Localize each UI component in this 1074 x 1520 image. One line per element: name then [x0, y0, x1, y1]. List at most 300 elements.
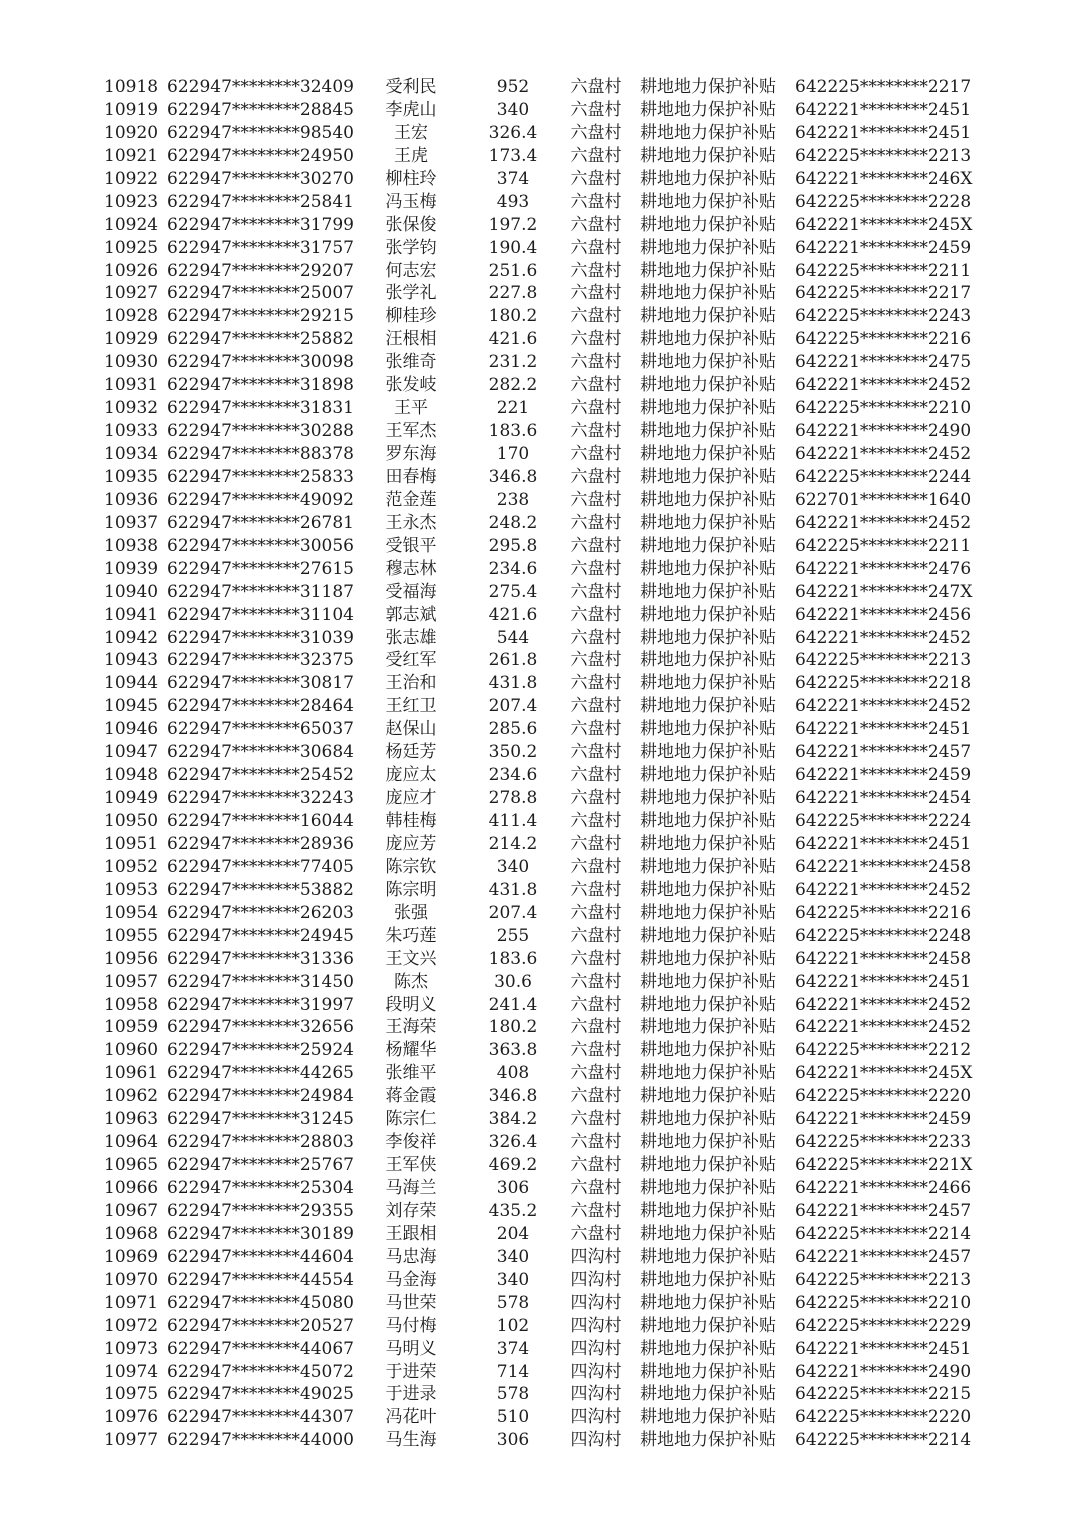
cell-index: 10933 [104, 421, 159, 442]
cell-bank-account-masked: 642225********2212 [795, 1040, 972, 1061]
cell-index: 10970 [104, 1269, 159, 1290]
table-row [0, 145, 1074, 168]
cell-id-number-masked: 622947********31336 [167, 948, 354, 969]
cell-village: 六盘村 [570, 489, 622, 510]
table-row [0, 1177, 1074, 1200]
cell-amount: 374 [496, 168, 530, 189]
cell-index: 10922 [104, 168, 159, 189]
cell-name: 穆志林 [385, 558, 437, 579]
table-row [0, 397, 1074, 420]
table-row [0, 741, 1074, 764]
cell-id-number-masked: 622947********77405 [167, 856, 354, 877]
cell-id-number-masked: 622947********32409 [167, 77, 354, 97]
cell-amount: 251.6 [488, 260, 538, 281]
cell-bank-account-masked: 642221********2452 [795, 879, 972, 900]
cell-id-number-masked: 622947********25833 [167, 466, 354, 487]
cell-name: 张维平 [385, 1063, 437, 1084]
table-row [0, 466, 1074, 489]
cell-name: 汪根相 [385, 329, 437, 350]
cell-id-number-masked: 622947********31799 [167, 214, 354, 235]
table-row [0, 695, 1074, 718]
cell-subsidy-type: 耕地地力保护补贴 [640, 329, 776, 350]
cell-name: 陈宗仁 [385, 1109, 437, 1130]
cell-bank-account-masked: 642221********2457 [795, 742, 972, 763]
cell-village: 六盘村 [570, 558, 622, 579]
cell-index: 10943 [104, 650, 159, 671]
cell-subsidy-type: 耕地地力保护补贴 [640, 1246, 776, 1267]
cell-bank-account-masked: 642221********2457 [795, 1200, 972, 1221]
cell-subsidy-type: 耕地地力保护补贴 [640, 902, 776, 923]
cell-amount: 346.8 [488, 1086, 538, 1107]
cell-index: 10942 [104, 627, 159, 648]
cell-amount: 340 [496, 99, 530, 120]
cell-id-number-masked: 622947********31245 [167, 1109, 354, 1130]
table-row [0, 1383, 1074, 1406]
table-row [0, 1292, 1074, 1315]
cell-subsidy-type: 耕地地力保护补贴 [640, 1292, 776, 1313]
cell-amount: 431.8 [488, 673, 538, 694]
cell-name: 陈宗明 [385, 879, 437, 900]
cell-amount: 421.6 [488, 604, 538, 625]
cell-id-number-masked: 622947********28936 [167, 833, 354, 854]
cell-subsidy-type: 耕地地力保护补贴 [640, 994, 776, 1015]
cell-name: 李虎山 [385, 99, 437, 120]
cell-name: 庞应芳 [385, 833, 437, 854]
table-row [0, 214, 1074, 237]
cell-id-number-masked: 622947********24984 [167, 1086, 354, 1107]
cell-index: 10974 [104, 1361, 159, 1382]
cell-bank-account-masked: 642221********2454 [795, 788, 972, 809]
cell-name: 郭志斌 [385, 604, 437, 625]
cell-village: 六盘村 [570, 398, 622, 419]
cell-subsidy-type: 耕地地力保护补贴 [640, 948, 776, 969]
cell-bank-account-masked: 642225********2243 [795, 306, 972, 327]
cell-bank-account-masked: 642225********2216 [795, 329, 972, 350]
cell-index: 10959 [104, 1017, 159, 1038]
cell-village: 六盘村 [570, 122, 622, 143]
cell-id-number-masked: 622947********16044 [167, 811, 354, 831]
cell-subsidy-type: 耕地地力保护补贴 [640, 581, 776, 602]
cell-id-number-masked: 622947********65037 [167, 719, 354, 740]
cell-village: 六盘村 [570, 742, 622, 763]
cell-amount: 255 [496, 925, 530, 946]
cell-bank-account-masked: 642221********2451 [795, 99, 972, 120]
cell-bank-account-masked: 642221********2490 [795, 1361, 972, 1382]
cell-id-number-masked: 622947********28803 [167, 1132, 354, 1153]
cell-village: 四沟村 [570, 1430, 622, 1451]
table-row [0, 1429, 1074, 1452]
cell-index: 10966 [104, 1178, 159, 1198]
cell-amount: 295.8 [488, 535, 538, 556]
cell-village: 六盘村 [570, 833, 622, 854]
cell-village: 六盘村 [570, 214, 622, 235]
table-row [0, 420, 1074, 443]
cell-name: 王治和 [385, 673, 437, 694]
cell-village: 四沟村 [570, 1361, 622, 1382]
cell-id-number-masked: 622947********31450 [167, 971, 354, 992]
cell-index: 10941 [104, 604, 159, 625]
table-row [0, 604, 1074, 627]
cell-amount: 578 [496, 1384, 530, 1405]
cell-bank-account-masked: 642225********2220 [795, 1086, 972, 1107]
cell-bank-account-masked: 642221********2452 [795, 627, 972, 648]
cell-subsidy-type: 耕地地力保护补贴 [640, 971, 776, 992]
cell-amount: 275.4 [488, 581, 538, 602]
cell-village: 六盘村 [570, 466, 622, 487]
cell-index: 10972 [104, 1315, 159, 1336]
cell-amount: 350.2 [488, 742, 538, 763]
cell-name: 王军杰 [385, 421, 437, 442]
cell-subsidy-type: 耕地地力保护补贴 [640, 237, 776, 258]
cell-village: 六盘村 [570, 1178, 622, 1198]
cell-index: 10940 [104, 581, 159, 602]
cell-name: 张维奇 [385, 352, 437, 373]
cell-name: 韩桂梅 [385, 811, 437, 831]
cell-bank-account-masked: 642221********2458 [795, 856, 972, 877]
cell-subsidy-type: 耕地地力保护补贴 [640, 77, 776, 97]
cell-id-number-masked: 622947********44604 [167, 1246, 354, 1267]
cell-subsidy-type: 耕地地力保护补贴 [640, 673, 776, 694]
cell-name: 马明义 [385, 1338, 437, 1359]
cell-bank-account-masked: 642225********2217 [795, 283, 972, 304]
cell-bank-account-masked: 642221********2457 [795, 1246, 972, 1267]
cell-subsidy-type: 耕地地力保护补贴 [640, 1223, 776, 1244]
cell-village: 六盘村 [570, 719, 622, 740]
cell-subsidy-type: 耕地地力保护补贴 [640, 627, 776, 648]
cell-amount: 207.4 [488, 696, 538, 717]
cell-village: 六盘村 [570, 765, 622, 786]
cell-amount: 326.4 [488, 122, 538, 143]
cell-bank-account-masked: 642221********2452 [795, 994, 972, 1015]
cell-id-number-masked: 622947********44265 [167, 1063, 354, 1084]
cell-id-number-masked: 622947********30288 [167, 421, 354, 442]
cell-subsidy-type: 耕地地力保护补贴 [640, 856, 776, 877]
cell-amount: 282.2 [488, 375, 538, 396]
cell-index: 10919 [104, 99, 159, 120]
cell-name: 柳桂珍 [385, 306, 437, 327]
cell-amount: 238 [496, 489, 530, 510]
cell-amount: 493 [496, 191, 530, 212]
cell-subsidy-type: 耕地地力保护补贴 [640, 214, 776, 235]
cell-bank-account-masked: 642221********2452 [795, 375, 972, 396]
cell-index: 10935 [104, 466, 159, 487]
cell-bank-account-masked: 642221********2452 [795, 696, 972, 717]
cell-subsidy-type: 耕地地力保护补贴 [640, 512, 776, 533]
cell-name: 刘存荣 [385, 1200, 437, 1221]
cell-index: 10956 [104, 948, 159, 969]
cell-subsidy-type: 耕地地力保护补贴 [640, 260, 776, 281]
cell-subsidy-type: 耕地地力保护补贴 [640, 1063, 776, 1084]
cell-village: 六盘村 [570, 535, 622, 556]
cell-id-number-masked: 622947********31039 [167, 627, 354, 648]
cell-amount: 421.6 [488, 329, 538, 350]
cell-name: 陈杰 [394, 971, 428, 992]
cell-name: 受银平 [385, 535, 437, 556]
cell-id-number-masked: 622947********31757 [167, 237, 354, 258]
cell-village: 六盘村 [570, 168, 622, 189]
cell-amount: 30.6 [494, 971, 532, 992]
cell-id-number-masked: 622947********27615 [167, 558, 354, 579]
cell-id-number-masked: 622947********30817 [167, 673, 354, 694]
cell-amount: 384.2 [488, 1109, 538, 1130]
cell-village: 六盘村 [570, 444, 622, 464]
table-row [0, 1406, 1074, 1429]
cell-name: 赵保山 [385, 719, 437, 740]
cell-bank-account-masked: 642225********221X [795, 1155, 973, 1176]
cell-id-number-masked: 622947********49025 [167, 1384, 354, 1405]
cell-bank-account-masked: 642221********2451 [795, 971, 972, 992]
cell-village: 六盘村 [570, 1223, 622, 1244]
cell-id-number-masked: 622947********25841 [167, 191, 354, 212]
cell-bank-account-masked: 642225********2217 [795, 77, 972, 97]
cell-id-number-masked: 622947********98540 [167, 122, 354, 143]
cell-village: 四沟村 [570, 1315, 622, 1336]
cell-name: 马付梅 [385, 1315, 437, 1336]
cell-name: 张志雄 [385, 627, 437, 648]
cell-bank-account-masked: 642225********2229 [795, 1315, 972, 1336]
cell-id-number-masked: 622947********28464 [167, 696, 354, 717]
cell-village: 六盘村 [570, 811, 622, 831]
cell-subsidy-type: 耕地地力保护补贴 [640, 99, 776, 120]
cell-bank-account-masked: 642225********2216 [795, 902, 972, 923]
cell-amount: 431.8 [488, 879, 538, 900]
cell-id-number-masked: 622947********20527 [167, 1315, 354, 1336]
cell-id-number-masked: 622947********32243 [167, 788, 354, 809]
cell-name: 张强 [394, 902, 428, 923]
cell-bank-account-masked: 642221********2451 [795, 122, 972, 143]
cell-name: 田春梅 [385, 466, 437, 487]
table-row [0, 1016, 1074, 1039]
table-row [0, 535, 1074, 558]
cell-village: 六盘村 [570, 1132, 622, 1153]
table-row [0, 1361, 1074, 1384]
cell-village: 六盘村 [570, 352, 622, 373]
cell-subsidy-type: 耕地地力保护补贴 [640, 145, 776, 166]
cell-id-number-masked: 622947********88378 [167, 444, 354, 464]
table-row [0, 1154, 1074, 1177]
cell-index: 10934 [104, 444, 159, 464]
cell-id-number-masked: 622947********31997 [167, 994, 354, 1015]
cell-name: 王永杰 [385, 512, 437, 533]
cell-bank-account-masked: 642225********2211 [795, 260, 972, 281]
cell-bank-account-masked: 642221********2459 [795, 1109, 972, 1130]
cell-subsidy-type: 耕地地力保护补贴 [640, 1430, 776, 1451]
cell-index: 10925 [104, 237, 159, 258]
cell-name: 柳柱玲 [385, 168, 437, 189]
cell-id-number-masked: 622947********26203 [167, 902, 354, 923]
table-row [0, 558, 1074, 581]
cell-bank-account-masked: 642225********2218 [795, 673, 972, 694]
cell-bank-account-masked: 642221********246X [795, 168, 973, 189]
cell-name: 王文兴 [385, 948, 437, 969]
cell-index: 10961 [104, 1063, 159, 1084]
table-row [0, 260, 1074, 283]
cell-amount: 578 [496, 1292, 530, 1313]
cell-id-number-masked: 622947********31831 [167, 398, 354, 419]
cell-bank-account-masked: 642221********2459 [795, 765, 972, 786]
cell-amount: 234.6 [488, 765, 538, 786]
cell-amount: 204 [496, 1223, 530, 1244]
cell-subsidy-type: 耕地地力保护补贴 [640, 122, 776, 143]
cell-index: 10950 [104, 811, 159, 831]
cell-index: 10948 [104, 765, 159, 786]
table-row [0, 627, 1074, 650]
cell-name: 范金莲 [385, 489, 437, 510]
cell-name: 受红军 [385, 650, 437, 671]
cell-id-number-masked: 622947********30684 [167, 742, 354, 763]
cell-index: 10926 [104, 260, 159, 281]
cell-village: 六盘村 [570, 512, 622, 533]
cell-index: 10952 [104, 856, 159, 877]
cell-index: 10936 [104, 489, 159, 510]
cell-index: 10971 [104, 1292, 159, 1313]
cell-bank-account-masked: 642225********2215 [795, 1384, 972, 1405]
cell-id-number-masked: 622947********30270 [167, 168, 354, 189]
cell-name: 王红卫 [385, 696, 437, 717]
cell-id-number-masked: 622947********44067 [167, 1338, 354, 1359]
cell-subsidy-type: 耕地地力保护补贴 [640, 1361, 776, 1382]
table-row [0, 1223, 1074, 1246]
cell-name: 冯花叶 [385, 1407, 437, 1428]
cell-amount: 170 [496, 444, 530, 464]
table-row [0, 76, 1074, 99]
cell-amount: 190.4 [488, 237, 538, 258]
cell-name: 庞应才 [385, 788, 437, 809]
cell-amount: 241.4 [488, 994, 538, 1015]
cell-subsidy-type: 耕地地力保护补贴 [640, 1109, 776, 1130]
cell-subsidy-type: 耕地地力保护补贴 [640, 742, 776, 763]
cell-id-number-masked: 622947********29355 [167, 1200, 354, 1221]
cell-village: 六盘村 [570, 971, 622, 992]
cell-amount: 340 [496, 1246, 530, 1267]
cell-amount: 306 [496, 1430, 530, 1451]
cell-bank-account-masked: 642225********2244 [795, 466, 972, 487]
cell-index: 10963 [104, 1109, 159, 1130]
cell-bank-account-masked: 642221********2458 [795, 948, 972, 969]
cell-index: 10953 [104, 879, 159, 900]
table-row [0, 718, 1074, 741]
cell-index: 10945 [104, 696, 159, 717]
cell-bank-account-masked: 642225********2210 [795, 398, 972, 419]
table-row [0, 581, 1074, 604]
cell-bank-account-masked: 642221********2466 [795, 1178, 972, 1198]
cell-index: 10929 [104, 329, 159, 350]
cell-subsidy-type: 耕地地力保护补贴 [640, 466, 776, 487]
cell-subsidy-type: 耕地地力保护补贴 [640, 283, 776, 304]
cell-index: 10924 [104, 214, 159, 235]
cell-subsidy-type: 耕地地力保护补贴 [640, 375, 776, 396]
cell-name: 王宏 [394, 122, 428, 143]
cell-amount: 180.2 [488, 1017, 538, 1038]
table-row [0, 649, 1074, 672]
cell-amount: 221 [496, 398, 530, 419]
table-row [0, 1108, 1074, 1131]
cell-name: 李俊祥 [385, 1132, 437, 1153]
cell-index: 10967 [104, 1200, 159, 1221]
cell-subsidy-type: 耕地地力保护补贴 [640, 558, 776, 579]
cell-subsidy-type: 耕地地力保护补贴 [640, 1017, 776, 1038]
table-row [0, 1039, 1074, 1062]
cell-bank-account-masked: 642225********2213 [795, 1269, 972, 1290]
table-row [0, 902, 1074, 925]
cell-index: 10949 [104, 788, 159, 809]
cell-amount: 435.2 [488, 1200, 538, 1221]
cell-subsidy-type: 耕地地力保护补贴 [640, 191, 776, 212]
cell-bank-account-masked: 642225********2213 [795, 145, 972, 166]
cell-id-number-masked: 622947********45072 [167, 1361, 354, 1382]
cell-bank-account-masked: 642221********2452 [795, 1017, 972, 1038]
cell-subsidy-type: 耕地地力保护补贴 [640, 1086, 776, 1107]
cell-village: 六盘村 [570, 1063, 622, 1084]
cell-name: 张发岐 [385, 375, 437, 396]
cell-index: 10937 [104, 512, 159, 533]
table-row [0, 1269, 1074, 1292]
cell-name: 于进荣 [385, 1361, 437, 1382]
cell-village: 六盘村 [570, 421, 622, 442]
cell-index: 10965 [104, 1155, 159, 1176]
cell-subsidy-type: 耕地地力保护补贴 [640, 1315, 776, 1336]
cell-subsidy-type: 耕地地力保护补贴 [640, 925, 776, 946]
table-row [0, 810, 1074, 833]
cell-amount: 102 [496, 1315, 530, 1336]
cell-index: 10931 [104, 375, 159, 396]
cell-bank-account-masked: 642221********2451 [795, 833, 972, 854]
cell-village: 六盘村 [570, 1200, 622, 1221]
cell-amount: 714 [496, 1361, 530, 1382]
subsidy-roster-table [0, 76, 1074, 1452]
cell-subsidy-type: 耕地地力保护补贴 [640, 1384, 776, 1405]
cell-amount: 408 [496, 1063, 530, 1084]
cell-bank-account-masked: 642225********2214 [795, 1430, 972, 1451]
table-row [0, 833, 1074, 856]
cell-subsidy-type: 耕地地力保护补贴 [640, 833, 776, 854]
cell-subsidy-type: 耕地地力保护补贴 [640, 650, 776, 671]
table-row [0, 1338, 1074, 1361]
cell-bank-account-masked: 642221********245X [795, 214, 973, 235]
cell-amount: 183.6 [488, 948, 538, 969]
table-row [0, 1200, 1074, 1223]
cell-id-number-masked: 622947********25452 [167, 765, 354, 786]
cell-bank-account-masked: 642225********2224 [795, 811, 972, 831]
cell-index: 10958 [104, 994, 159, 1015]
cell-village: 六盘村 [570, 260, 622, 281]
cell-village: 六盘村 [570, 1040, 622, 1061]
table-row [0, 764, 1074, 787]
cell-name: 庞应太 [385, 765, 437, 786]
cell-village: 六盘村 [570, 329, 622, 350]
cell-name: 马世荣 [385, 1292, 437, 1313]
cell-subsidy-type: 耕地地力保护补贴 [640, 1178, 776, 1198]
cell-village: 六盘村 [570, 673, 622, 694]
cell-id-number-masked: 622947********45080 [167, 1292, 354, 1313]
cell-subsidy-type: 耕地地力保护补贴 [640, 1407, 776, 1428]
table-row [0, 282, 1074, 305]
cell-name: 受利民 [385, 77, 437, 97]
cell-index: 10932 [104, 398, 159, 419]
cell-village: 四沟村 [570, 1338, 622, 1359]
cell-subsidy-type: 耕地地力保护补贴 [640, 444, 776, 464]
cell-index: 10951 [104, 833, 159, 854]
cell-subsidy-type: 耕地地力保护补贴 [640, 306, 776, 327]
table-row [0, 305, 1074, 328]
cell-index: 10946 [104, 719, 159, 740]
cell-amount: 326.4 [488, 1132, 538, 1153]
table-row [0, 948, 1074, 971]
cell-amount: 346.8 [488, 466, 538, 487]
table-row [0, 856, 1074, 879]
cell-id-number-masked: 622947********28845 [167, 99, 354, 120]
cell-name: 冯玉梅 [385, 191, 437, 212]
